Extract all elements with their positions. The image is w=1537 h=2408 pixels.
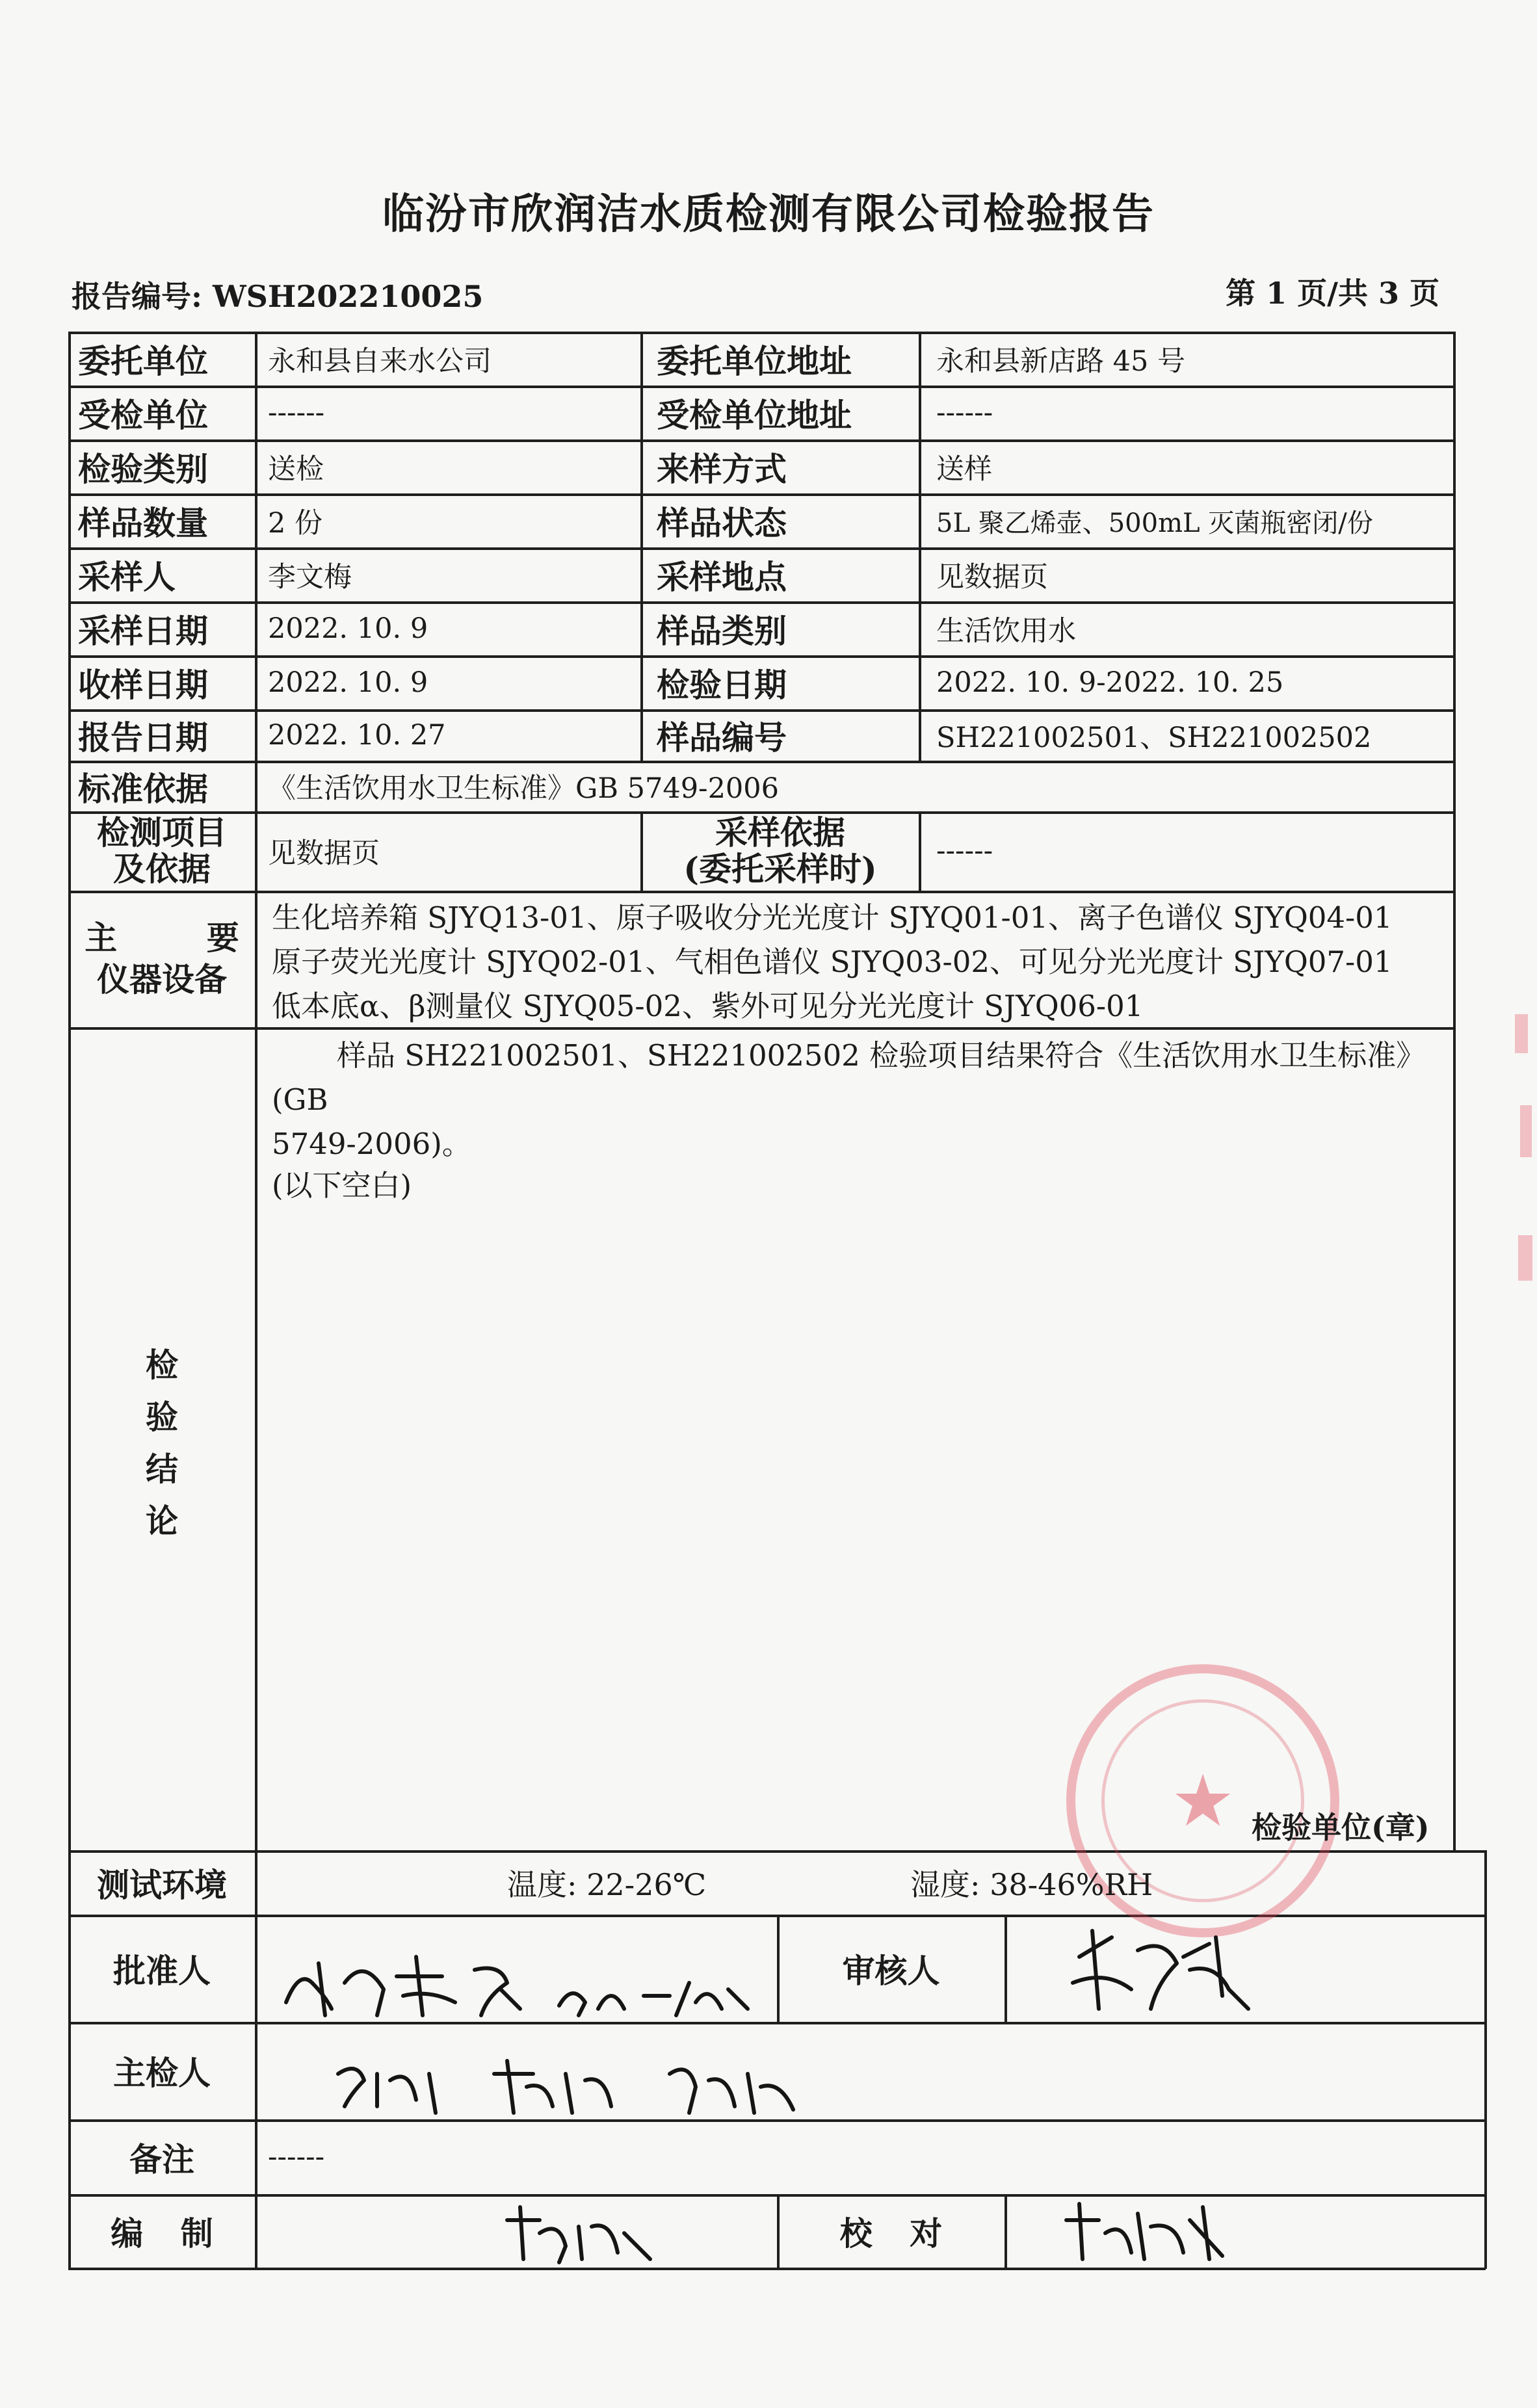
report-number [72, 273, 483, 316]
sample-number-value: SH221002501、SH221002502 [936, 721, 1372, 754]
report-number-value: WSH202210025 [213, 279, 484, 314]
page-indicator: 第 1 页/共 3 页 [1226, 276, 1439, 311]
sample-state-label: 样品状态 [657, 504, 787, 542]
sampling-basis-label-line2: (委托采样时) [683, 850, 877, 888]
standard-value: 《生活饮用水卫生标准》GB 5749-2006 [268, 772, 780, 805]
edge-seal-mark [1520, 1105, 1532, 1157]
sample-delivery-value: 送样 [936, 452, 992, 486]
test-items-label [70, 813, 254, 889]
receive-date-label: 收样日期 [78, 666, 208, 704]
client-value: 永和县自来水公司 [268, 345, 492, 378]
equipment-list [272, 896, 1450, 1028]
column-divider [255, 1850, 257, 2269]
test-items-label-line1: 检测项目 [97, 813, 227, 852]
client-label: 委托单位 [78, 342, 208, 380]
inspection-type-label: 检验类别 [78, 450, 208, 488]
table-border-right [1453, 332, 1456, 1850]
conclusion-line: 5749-2006)。 [272, 1127, 471, 1161]
column-divider [1005, 1915, 1007, 2022]
equipment-line: 低本底α、β测量仪 SJYQ05-02、紫外可见分光光度计 SJYQ06-01 [272, 989, 1144, 1023]
equipment-line: 生化培养箱 SJYQ13-01、原子吸收分光光度计 SJYQ01-01、离子色谱仪 SJYQ04-01 [272, 900, 1393, 935]
chief-inspector-label: 主检人 [113, 2054, 211, 2092]
reviewer-label: 审核人 [842, 1952, 940, 1990]
sample-quantity-label: 样品数量 [78, 504, 208, 542]
inspected-address-value: ------ [936, 397, 993, 429]
column-divider [1005, 2194, 1007, 2268]
sampling-date-label: 采样日期 [78, 612, 208, 650]
column-divider [919, 332, 921, 761]
seal-label: 检验单位(章) [1252, 1810, 1430, 1845]
test-date-label: 检验日期 [657, 666, 787, 704]
sampling-location-value: 见数据页 [936, 560, 1048, 594]
row-divider [68, 891, 1453, 893]
sample-number-label: 样品编号 [657, 718, 787, 757]
sampling-location-label: 采样地点 [657, 558, 787, 596]
column-divider [640, 332, 643, 761]
sampler-value: 李文梅 [268, 560, 352, 594]
sampling-basis-value: ------ [936, 835, 993, 867]
report-date-label: 报告日期 [78, 718, 208, 757]
humidity-value: 湿度: 38-46%RH [910, 1866, 1153, 1902]
column-divider [255, 332, 257, 1850]
equipment-label-line2: 仪器设备 [97, 960, 227, 999]
blank-note: (以下空白) [272, 1168, 412, 1203]
report-title: 临汾市欣润洁水质检测有限公司检验报告 [382, 190, 1155, 239]
sampler-label: 采样人 [78, 558, 176, 596]
sample-quantity-value: 2 份 [268, 506, 323, 540]
table-border-right-lower [1484, 1850, 1487, 2269]
sampling-basis-label [642, 813, 918, 889]
conclusion-label-char: 结 [146, 1450, 178, 1488]
inspector-signatures [325, 2048, 819, 2119]
reviewer-signature [1053, 1918, 1287, 2022]
edge-seal-mark [1515, 1014, 1528, 1053]
client-address-label: 委托单位地址 [657, 342, 852, 380]
column-divider [919, 811, 921, 891]
compiler-label: 编 制 [111, 2214, 213, 2253]
proofreader-label: 校 对 [839, 2214, 943, 2253]
temperature-value: 温度: 22-26℃ [507, 1866, 707, 1902]
sampling-date-value: 2022. 10. 9 [268, 612, 428, 645]
equipment-label-line1: 主 要 [85, 919, 278, 957]
environment-label: 测试环境 [97, 1865, 227, 1904]
sampling-basis-label-line1: 采样依据 [715, 813, 845, 852]
inspected-unit-value: ------ [268, 397, 325, 429]
edge-seal-mark [1518, 1235, 1532, 1281]
standard-label: 标准依据 [78, 769, 208, 808]
inspected-unit-label: 受检单位 [78, 396, 208, 434]
receive-date-value: 2022. 10. 9 [268, 666, 428, 699]
client-address-value: 永和县新店路 45 号 [936, 345, 1186, 378]
sample-category-value: 生活饮用水 [936, 614, 1076, 648]
test-items-label-line2: 及依据 [113, 850, 211, 888]
approver-label: 批准人 [113, 1952, 211, 1990]
conclusion-label-char: 检 [146, 1346, 178, 1384]
report-number-label: 报告编号: [72, 279, 202, 314]
conclusion-line: 样品 SH221002501、SH221002502 检验项目结果符合《生活饮用水卫生标准》(GB [272, 1038, 1426, 1117]
test-date-value: 2022. 10. 9-2022. 10. 25 [936, 666, 1284, 699]
seal-star-icon: ★ [1101, 1699, 1304, 1902]
inspection-type-value: 送检 [268, 452, 324, 486]
sample-delivery-label: 来样方式 [657, 450, 787, 488]
conclusion-text [272, 1034, 1450, 1208]
test-items-value: 见数据页 [268, 837, 380, 870]
sample-state-value: 5L 聚乙烯壶、500mL 灭菌瓶密闭/份 [936, 508, 1373, 538]
inspected-address-label: 受检单位地址 [657, 396, 852, 434]
sample-category-label: 样品类别 [657, 612, 787, 650]
conclusion-label [70, 1320, 254, 1567]
equipment-label [70, 892, 278, 1026]
proofreader-signature [1053, 2194, 1248, 2266]
compiler-signature [494, 2201, 663, 2266]
equipment-line: 原子荧光光度计 SJYQ02-01、气相色谱仪 SJYQ03-02、可见分光光度计 SJYQ07-01 [272, 945, 1393, 979]
remarks-value: ------ [268, 2140, 325, 2173]
table-border-bottom [68, 2268, 1486, 2270]
conclusion-label-char: 论 [146, 1502, 178, 1540]
conclusion-label-char: 验 [146, 1398, 178, 1436]
report-date-value: 2022. 10. 27 [268, 719, 446, 752]
remarks-label: 备注 [129, 2140, 194, 2179]
approver-signature [273, 1944, 767, 2028]
